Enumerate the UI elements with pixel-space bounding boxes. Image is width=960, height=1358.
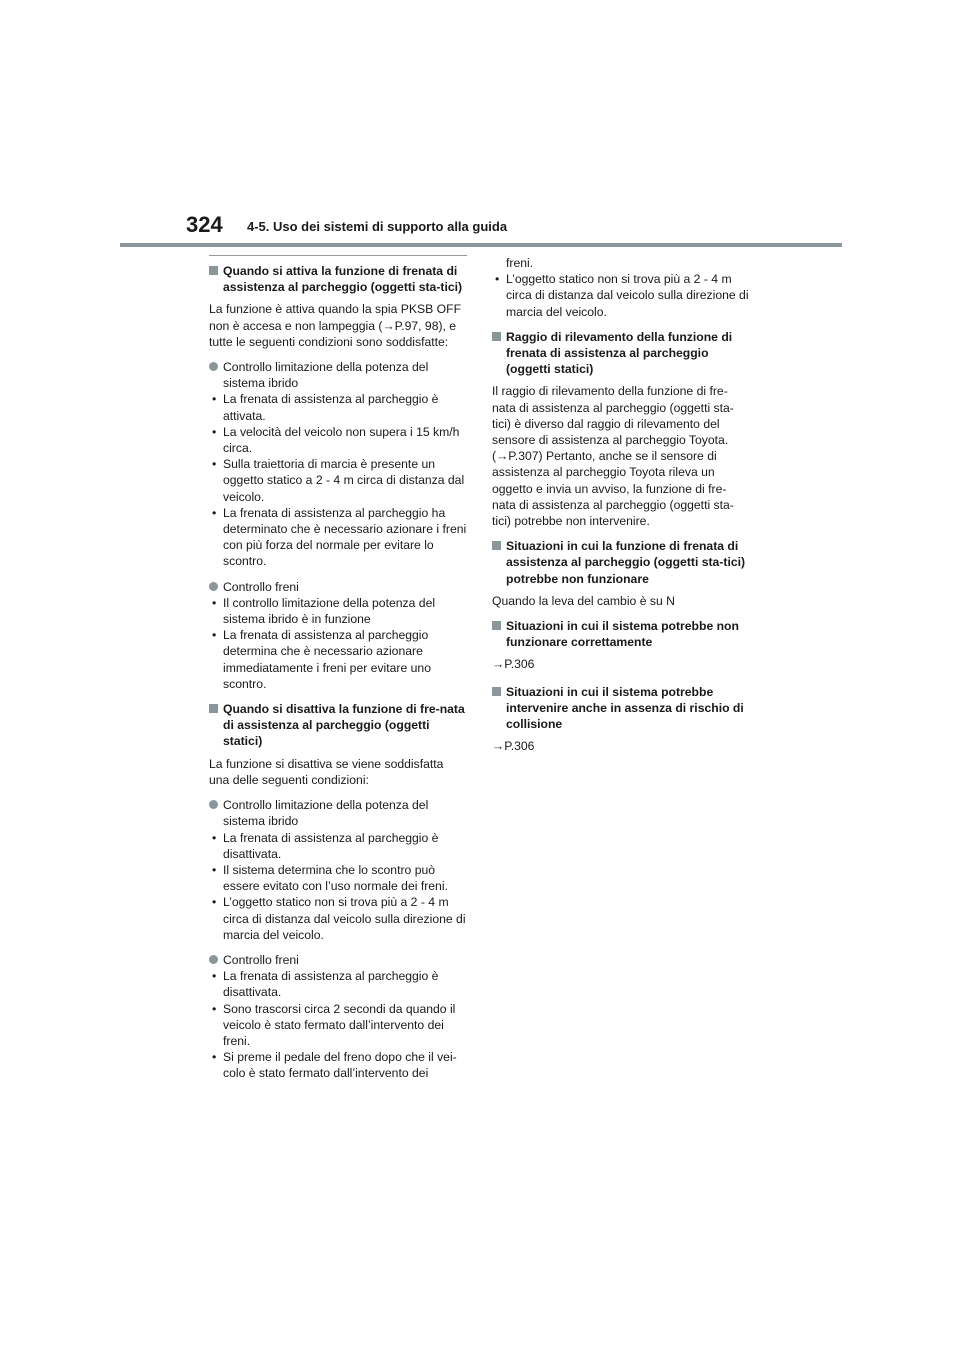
circle-bullet-icon [209, 955, 218, 964]
page-reference: →P.306 [492, 657, 535, 672]
section-not-correct [492, 618, 750, 673]
square-bullet-icon [492, 621, 501, 630]
column-top-rule [209, 255, 467, 256]
list-item: • La frenata di assistenza al parcheggio è attivata. [212, 392, 439, 423]
list-item: • La velocità del veicolo non supera i 15 km/h circa. [212, 424, 460, 456]
list-item: • L’oggetto statico non si trova più a 2 - 4 m circa di distanza dal veicolo sulla direzione di marcia del veicolo. [212, 895, 466, 942]
right-column [492, 255, 750, 765]
section-intro: La funzione è attiva quando la spia PKSB OFF non è accesa e non lampeggia (→P.97, 98), e tutte le seguenti condizioni sono soddisfatte: [209, 302, 462, 349]
list-item: • Il sistema determina che lo scontro può essere evitato con l’uso normale dei freni. [212, 862, 448, 894]
list-item: • Si preme il pedale del freno dopo che il vei-colo è stato fermato dall’intervento dei [212, 1050, 457, 1081]
section-heading: Raggio di rilevamento della funzione di frenata di assistenza al parcheggio (oggetti statici) [492, 329, 750, 378]
condition-list [209, 391, 467, 569]
square-bullet-icon [209, 266, 218, 275]
list-item: • L’oggetto statico non si trova più a 2 - 4 m circa di distanza dal veicolo sulla direzione di marcia del veicolo. [495, 272, 749, 319]
list-item: • La frenata di assistenza al parcheggio è disattivata. [212, 969, 439, 1000]
header-rule [120, 243, 842, 247]
section-intro: La funzione si disattiva se viene soddisfatta una delle seguenti condizioni: [209, 756, 444, 787]
section-heading: Quando si attiva la funzione di frenata di assistenza al parcheggio (oggetti sta-tici) [209, 263, 467, 295]
square-bullet-icon [492, 541, 501, 550]
left-column [209, 255, 467, 1091]
section-heading: Situazioni in cui il sistema potrebbe non funzionare correttamente [492, 618, 750, 650]
square-bullet-icon [209, 704, 218, 713]
list-item: • Sulla traiettoria di marcia è presente un oggetto statico a 2 - 4 m circa di distanza dal veicolo. [212, 457, 465, 504]
section-false-intervention [492, 684, 750, 755]
section-heading: Situazioni in cui il sistema potrebbe intervenire anche in assenza di rischio di collisione [492, 684, 750, 733]
square-bullet-icon [492, 687, 501, 696]
list-item: • La frenata di assistenza al parcheggio ha determinato che è necessario azionare i freni con più forza del normale per evitare lo scontro. [212, 505, 467, 569]
list-item: • La frenata di assistenza al parcheggio determina che è necessario azionare immediatamente i freni per evitare uno scontro. [212, 628, 431, 691]
square-bullet-icon [492, 332, 501, 341]
condition-list [209, 830, 467, 943]
section-may-not-work [492, 538, 750, 609]
page-number: 324 [186, 212, 223, 237]
section-heading: Quando si disattiva la funzione di fre-nata di assistenza al parcheggio (oggetti statici) [209, 701, 467, 750]
condition-list [209, 968, 467, 1081]
list-item: • Sono trascorsi circa 2 secondi da quando il veicolo è stato fermato dall’intervento dei freni. [212, 1001, 456, 1048]
section-body: Quando la leva del cambio è su N [492, 593, 675, 608]
condition-title: Controllo limitazione della potenza del sistema ibrido [209, 797, 467, 829]
condition-title: Controllo freni [209, 952, 467, 968]
section-activation [209, 263, 467, 692]
continuation-text: freni. [506, 256, 534, 270]
condition-title: Controllo freni [209, 579, 467, 595]
section-body: Il raggio di rilevamento della funzione di fre-nata di assistenza al parcheggio (oggetti sta-tici) è diverso dal raggio di rilevamento del sensore di assistenza al parcheggio Toyota. (→P.307) Pertanto, anche se il sensore di assistenza al parcheggio Toyota rileva un oggetto e invia un avviso, la funzione di fre-nata di assistenza al parcheggio (oggetti sta-tici) potrebbe non intervenire. [492, 384, 734, 529]
section-detection-range [492, 329, 750, 529]
section-deactivation [209, 701, 467, 1081]
circle-bullet-icon [209, 582, 218, 591]
section-heading: Situazioni in cui la funzione di frenata di assistenza al parcheggio (oggetti sta-tici) potrebbe non funzionare [492, 538, 750, 587]
condition-title: Controllo limitazione della potenza del sistema ibrido [209, 359, 467, 391]
list-item: • Il controllo limitazione della potenza del sistema ibrido è in funzione [212, 595, 436, 627]
section-title: 4-5. Uso dei sistemi di supporto alla guida [247, 219, 508, 234]
page-reference: →P.306 [492, 739, 535, 754]
circle-bullet-icon [209, 800, 218, 809]
list-item: • La frenata di assistenza al parcheggio è disattivata. [212, 830, 439, 861]
condition-list [209, 595, 467, 692]
circle-bullet-icon [209, 362, 218, 371]
condition-list [492, 271, 750, 320]
